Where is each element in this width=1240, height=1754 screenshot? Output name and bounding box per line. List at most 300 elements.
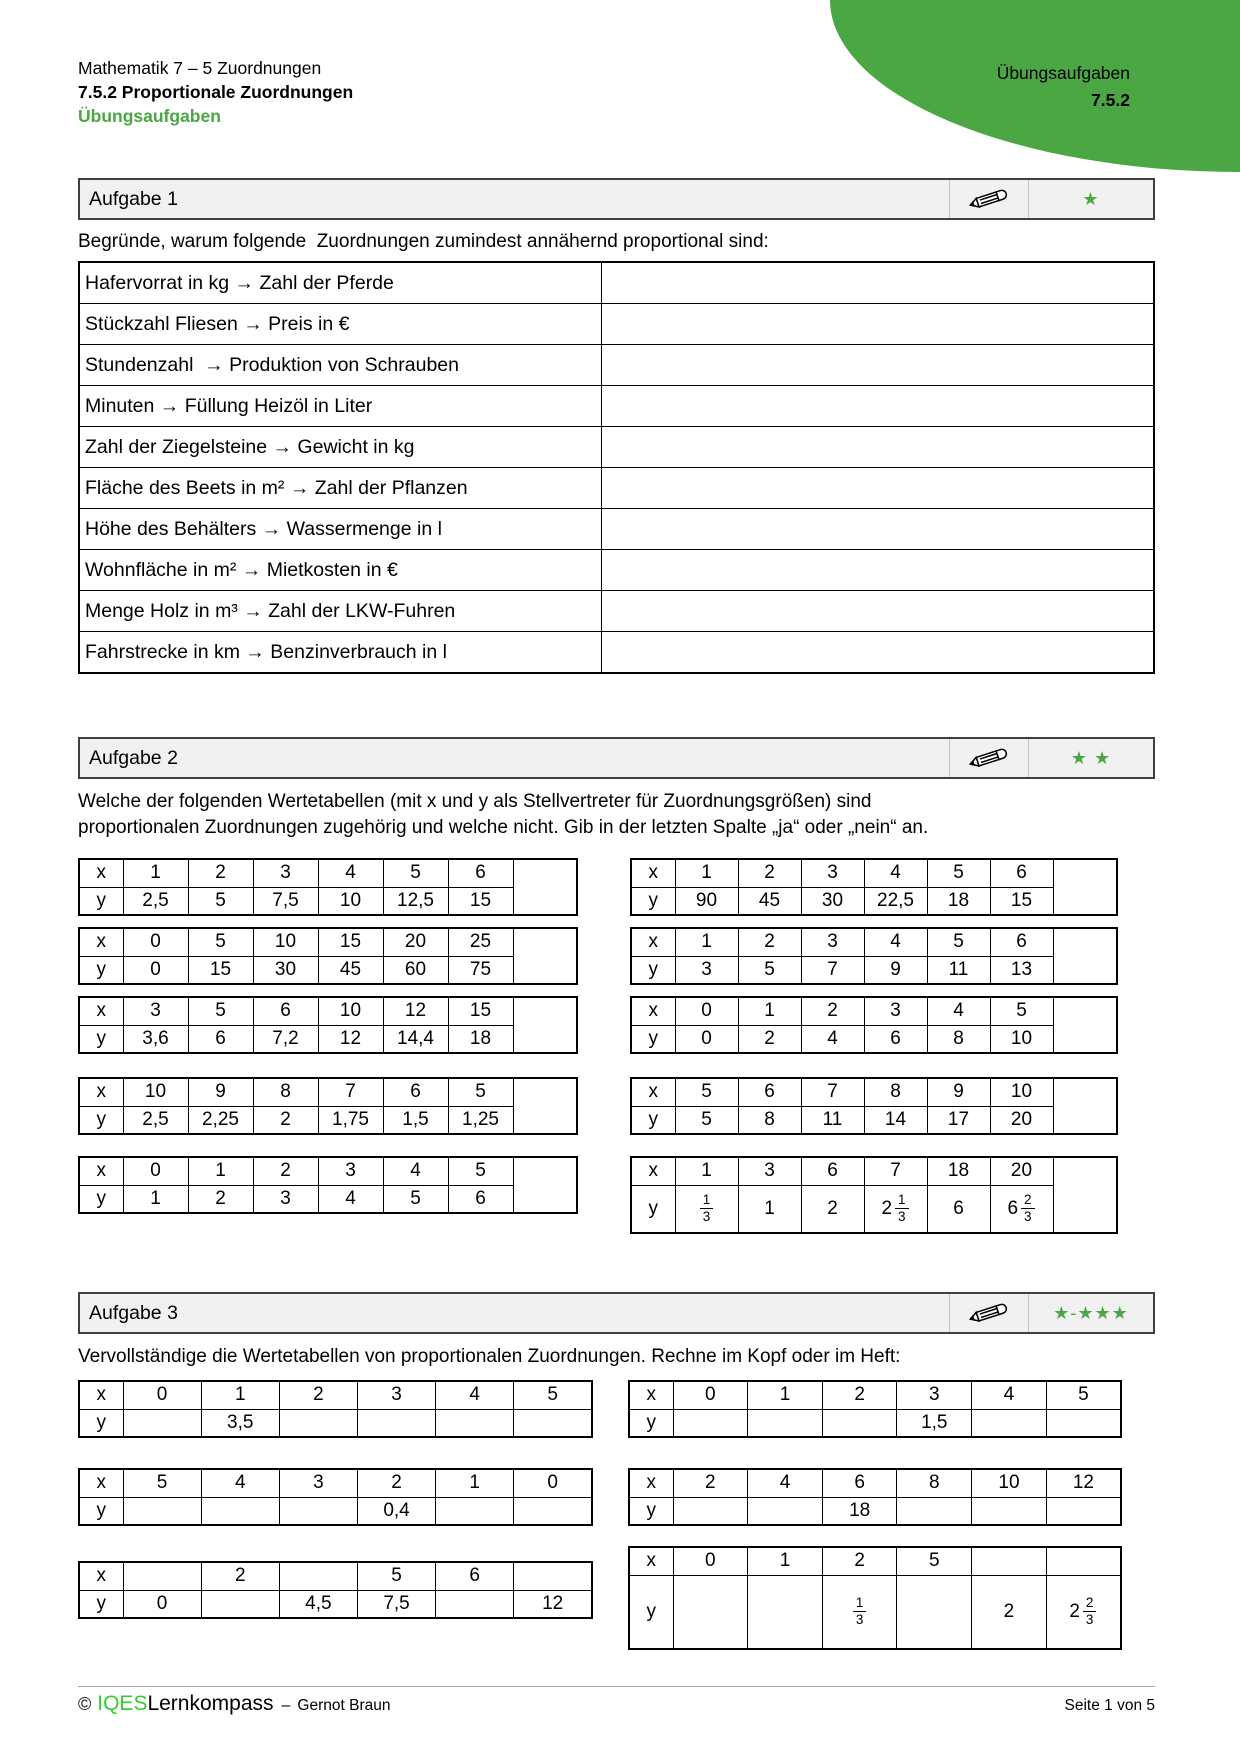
x-value-cell: 4 bbox=[436, 1381, 514, 1409]
y-value-cell: 1,5 bbox=[383, 1106, 448, 1134]
wertetabelle-container bbox=[630, 996, 1118, 1054]
y-value-cell: 22,5 bbox=[864, 887, 927, 915]
assignment-text: Höhe des Behälters → Wassermenge in l bbox=[79, 509, 601, 550]
x-value-cell: 1 bbox=[675, 1157, 738, 1185]
x-value-cell: 3 bbox=[864, 997, 927, 1025]
answer-cell bbox=[601, 427, 1154, 468]
fraction: $\frac{2}{3}$ bbox=[1021, 1192, 1035, 1224]
assignment-text: Stückzahl Fliesen → Preis in € bbox=[79, 304, 601, 345]
task-2-description-line1: Welche der folgenden Wertetabellen (mit x und y als Stellvertreter für Zuordnungsgrößen) sind bbox=[78, 791, 872, 812]
y-value-cell: 2 bbox=[188, 1185, 253, 1213]
y-value-cell: 13 bbox=[990, 956, 1053, 984]
assignment-text: Zahl der Ziegelsteine → Gewicht in kg bbox=[79, 427, 601, 468]
x-value-cell: 5 bbox=[448, 1157, 513, 1185]
x-value-cell: 8 bbox=[253, 1078, 318, 1106]
y-value-cell bbox=[201, 1590, 279, 1618]
answer-cell bbox=[601, 345, 1154, 386]
y-value-cell: 14,4 bbox=[383, 1025, 448, 1053]
assignment-text: Stundenzahl → Produktion von Schrauben bbox=[79, 345, 601, 386]
x-value-cell: 4 bbox=[748, 1469, 823, 1497]
fraction: $\frac{1}{3}$ bbox=[853, 1595, 867, 1627]
y-value-cell bbox=[748, 1575, 823, 1649]
task-2-title: Aufgabe 2 bbox=[89, 746, 178, 769]
brand-iqes: IQES bbox=[97, 1692, 148, 1715]
pencil-cell bbox=[949, 739, 1029, 777]
x-value-cell: 0 bbox=[514, 1469, 592, 1497]
footer-author: Gernot Braun bbox=[297, 1697, 391, 1714]
row-label-x: x bbox=[79, 1469, 123, 1497]
y-value-cell: 6 bbox=[864, 1025, 927, 1053]
y-row bbox=[631, 956, 1117, 984]
x-value-cell: 4 bbox=[864, 859, 927, 887]
wertetabelle bbox=[78, 996, 578, 1054]
x-value-cell: 6 bbox=[801, 1157, 864, 1185]
x-value-cell: 3 bbox=[801, 928, 864, 956]
row-label-x: x bbox=[79, 1157, 123, 1185]
wertetabelle bbox=[78, 1561, 593, 1619]
x-value-cell: 2 bbox=[201, 1562, 279, 1590]
wertetabelle-container bbox=[628, 1380, 1122, 1438]
answer-cell bbox=[1053, 928, 1117, 984]
y-row bbox=[79, 1409, 592, 1437]
x-value-cell: 12 bbox=[383, 997, 448, 1025]
x-value-cell: 1 bbox=[201, 1381, 279, 1409]
x-value-cell: 1 bbox=[436, 1469, 514, 1497]
x-value-cell: 3 bbox=[897, 1381, 972, 1409]
answer-cell bbox=[513, 1157, 577, 1213]
x-row bbox=[629, 1469, 1121, 1497]
y-value-cell: 18 bbox=[927, 887, 990, 915]
y-value-cell: 1 bbox=[738, 1185, 801, 1233]
y-value-cell bbox=[436, 1497, 514, 1525]
x-value-cell: 5 bbox=[448, 1078, 513, 1106]
y-value-cell bbox=[972, 1497, 1047, 1525]
x-value-cell: 2 bbox=[738, 859, 801, 887]
fraction: $\frac{1}{3}$ bbox=[700, 1192, 714, 1224]
x-value-cell: 6 bbox=[822, 1469, 897, 1497]
y-value-cell: 4,5 bbox=[279, 1590, 357, 1618]
whole-number: 6 bbox=[1007, 1197, 1019, 1219]
row-label-y: y bbox=[629, 1409, 673, 1437]
y-value-cell: 4 bbox=[318, 1185, 383, 1213]
row-label-y: y bbox=[79, 1590, 123, 1618]
x-value-cell: 20 bbox=[383, 928, 448, 956]
y-value-cell: 45 bbox=[318, 956, 383, 984]
y-row bbox=[631, 1106, 1117, 1134]
y-value-cell: 8 bbox=[738, 1106, 801, 1134]
row-label-x: x bbox=[631, 928, 675, 956]
wertetabelle-container bbox=[628, 1468, 1122, 1526]
y-value-cell: 7,2 bbox=[253, 1025, 318, 1053]
assignment-text: Fahrstrecke in km → Benzinverbrauch in l bbox=[79, 632, 601, 674]
x-value-cell: 8 bbox=[897, 1469, 972, 1497]
x-value-cell: 3 bbox=[279, 1469, 357, 1497]
y-value-cell bbox=[864, 1185, 927, 1233]
x-value-cell: 4 bbox=[201, 1469, 279, 1497]
y-value-cell bbox=[123, 1497, 201, 1525]
y-value-cell: 3,5 bbox=[201, 1409, 279, 1437]
assignment-row bbox=[79, 304, 1154, 345]
row-label-x: x bbox=[631, 997, 675, 1025]
y-row bbox=[79, 1590, 592, 1618]
y-value-cell: 9 bbox=[864, 956, 927, 984]
wertetabelle bbox=[78, 1156, 578, 1214]
x-value-cell: 1 bbox=[675, 859, 738, 887]
y-value-cell: 75 bbox=[448, 956, 513, 984]
y-value-cell: 90 bbox=[675, 887, 738, 915]
x-value-cell: 5 bbox=[357, 1562, 435, 1590]
y-value-cell bbox=[123, 1409, 201, 1437]
y-value-cell: 1,25 bbox=[448, 1106, 513, 1134]
x-value-cell: 6 bbox=[990, 859, 1053, 887]
x-value-cell: 20 bbox=[990, 1157, 1053, 1185]
assignment-row bbox=[79, 345, 1154, 386]
assignment-row bbox=[79, 509, 1154, 550]
answer-cell bbox=[601, 550, 1154, 591]
x-value-cell: 5 bbox=[188, 928, 253, 956]
assignment-row bbox=[79, 550, 1154, 591]
y-value-cell bbox=[436, 1409, 514, 1437]
x-row bbox=[629, 1547, 1121, 1575]
x-value-cell: 9 bbox=[927, 1078, 990, 1106]
y-value-cell: 0 bbox=[123, 1590, 201, 1618]
wertetabelle bbox=[78, 1380, 593, 1438]
x-value-cell: 4 bbox=[864, 928, 927, 956]
y-value-cell: 2,5 bbox=[123, 1106, 188, 1134]
wertetabelle bbox=[630, 858, 1118, 916]
answer-cell bbox=[1053, 997, 1117, 1053]
x-value-cell: 2 bbox=[801, 997, 864, 1025]
x-row bbox=[79, 1562, 592, 1590]
x-value-cell: 5 bbox=[383, 859, 448, 887]
pencil-icon bbox=[967, 1300, 1011, 1326]
x-value-cell: 0 bbox=[675, 997, 738, 1025]
whole-number: 2 bbox=[881, 1197, 893, 1219]
y-value-cell: 45 bbox=[738, 887, 801, 915]
y-value-cell bbox=[673, 1409, 748, 1437]
x-value-cell: 0 bbox=[673, 1381, 748, 1409]
y-value-cell: 0 bbox=[123, 956, 188, 984]
task-1-title: Aufgabe 1 bbox=[89, 187, 178, 210]
task-1-table bbox=[78, 261, 1155, 674]
y-value-cell bbox=[822, 1409, 897, 1437]
answer-cell bbox=[513, 859, 577, 915]
copyright-icon: © bbox=[78, 1694, 92, 1714]
y-value-cell: 0 bbox=[675, 1025, 738, 1053]
footer-divider bbox=[78, 1686, 1155, 1687]
footer-separator: – bbox=[281, 1697, 291, 1714]
y-value-cell: 10 bbox=[318, 887, 383, 915]
x-value-cell: 6 bbox=[383, 1078, 448, 1106]
x-row bbox=[79, 1157, 577, 1185]
chapter-title: 7.5.2 Proportionale Zuordnungen bbox=[78, 82, 354, 102]
task-2-header bbox=[78, 737, 1155, 779]
y-value-cell bbox=[972, 1409, 1047, 1437]
x-value-cell: 5 bbox=[123, 1469, 201, 1497]
y-value-cell bbox=[748, 1497, 823, 1525]
y-value-cell bbox=[673, 1575, 748, 1649]
y-value-cell: 5 bbox=[738, 956, 801, 984]
y-value-cell: 18 bbox=[822, 1497, 897, 1525]
wertetabelle bbox=[630, 996, 1118, 1054]
x-value-cell: 6 bbox=[990, 928, 1053, 956]
x-value-cell: 5 bbox=[927, 928, 990, 956]
row-label-x: x bbox=[631, 859, 675, 887]
row-label-y: y bbox=[631, 1106, 675, 1134]
y-row bbox=[79, 1025, 577, 1053]
course-title: Mathematik 7 – 5 Zuordnungen bbox=[78, 58, 322, 78]
pencil-cell bbox=[949, 180, 1029, 218]
row-label-x: x bbox=[79, 997, 123, 1025]
x-value-cell: 5 bbox=[990, 997, 1053, 1025]
wertetabelle bbox=[78, 858, 578, 916]
y-row bbox=[79, 956, 577, 984]
y-value-cell: 8 bbox=[927, 1025, 990, 1053]
y-value-cell: 14 bbox=[864, 1106, 927, 1134]
y-value-cell bbox=[514, 1409, 592, 1437]
difficulty-stars: ★-★★★ bbox=[1053, 1302, 1129, 1323]
wertetabelle bbox=[628, 1546, 1122, 1650]
row-label-y: y bbox=[79, 1185, 123, 1213]
x-row bbox=[631, 997, 1117, 1025]
wertetabelle-container bbox=[78, 1468, 593, 1526]
x-value-cell: 1 bbox=[675, 928, 738, 956]
y-row bbox=[79, 1497, 592, 1525]
y-value-cell: 15 bbox=[188, 956, 253, 984]
y-value-cell: 2 bbox=[738, 1025, 801, 1053]
x-row bbox=[629, 1381, 1121, 1409]
answer-cell bbox=[513, 928, 577, 984]
row-label-y: y bbox=[79, 1025, 123, 1053]
x-value-cell: 5 bbox=[927, 859, 990, 887]
y-value-cell bbox=[201, 1497, 279, 1525]
x-value-cell: 10 bbox=[972, 1469, 1047, 1497]
row-label-x: x bbox=[79, 1381, 123, 1409]
y-value-cell: 3 bbox=[675, 956, 738, 984]
fraction: $\frac{1}{3}$ bbox=[895, 1192, 909, 1224]
x-value-cell: 12 bbox=[1046, 1469, 1121, 1497]
difficulty-stars: ★ bbox=[1082, 188, 1100, 209]
corner-subtitle: Übungsaufgaben bbox=[996, 63, 1130, 83]
x-value-cell: 5 bbox=[1046, 1381, 1121, 1409]
brand-lernkompass: Lernkompass bbox=[147, 1692, 274, 1715]
x-value-cell bbox=[972, 1547, 1047, 1575]
row-label-y: y bbox=[79, 887, 123, 915]
y-value-cell: 12,5 bbox=[383, 887, 448, 915]
y-value-cell bbox=[897, 1575, 972, 1649]
answer-cell bbox=[513, 1078, 577, 1134]
x-value-cell: 0 bbox=[123, 928, 188, 956]
x-value-cell: 1 bbox=[748, 1381, 823, 1409]
row-label-x: x bbox=[79, 1078, 123, 1106]
x-value-cell: 2 bbox=[822, 1547, 897, 1575]
x-value-cell: 5 bbox=[897, 1547, 972, 1575]
x-value-cell: 10 bbox=[253, 928, 318, 956]
row-label-x: x bbox=[79, 928, 123, 956]
wertetabelle-container bbox=[630, 858, 1118, 916]
wertetabelle-container bbox=[630, 1077, 1118, 1135]
y-value-cell bbox=[673, 1497, 748, 1525]
y-value-cell bbox=[822, 1575, 897, 1649]
x-value-cell: 15 bbox=[318, 928, 383, 956]
row-label-x: x bbox=[631, 1157, 675, 1185]
row-label-y: y bbox=[631, 887, 675, 915]
row-label-y: y bbox=[629, 1497, 673, 1525]
wertetabelle bbox=[628, 1468, 1122, 1526]
y-value-cell: 30 bbox=[801, 887, 864, 915]
y-row bbox=[631, 1025, 1117, 1053]
x-row bbox=[79, 928, 577, 956]
x-row bbox=[631, 1157, 1117, 1185]
assignment-row bbox=[79, 468, 1154, 509]
answer-cell bbox=[601, 509, 1154, 550]
y-value-cell bbox=[1046, 1497, 1121, 1525]
x-value-cell bbox=[514, 1562, 592, 1590]
assignment-row bbox=[79, 427, 1154, 468]
x-value-cell: 7 bbox=[318, 1078, 383, 1106]
y-row bbox=[629, 1575, 1121, 1649]
task-3-title: Aufgabe 3 bbox=[89, 1301, 178, 1324]
assignment-row bbox=[79, 632, 1154, 674]
x-row bbox=[79, 1469, 592, 1497]
task-2-table-row-3 bbox=[78, 996, 1155, 1054]
answer-cell bbox=[601, 262, 1154, 304]
x-value-cell: 1 bbox=[188, 1157, 253, 1185]
pencil-icon bbox=[967, 745, 1011, 771]
answer-cell bbox=[601, 632, 1154, 674]
row-label-y: y bbox=[79, 956, 123, 984]
x-value-cell: 6 bbox=[448, 859, 513, 887]
x-value-cell: 5 bbox=[675, 1078, 738, 1106]
task-3-table-row-1 bbox=[78, 1380, 1155, 1438]
x-value-cell: 3 bbox=[738, 1157, 801, 1185]
document-header bbox=[78, 56, 353, 128]
assignment-text: Wohnfläche in m² → Mietkosten in € bbox=[79, 550, 601, 591]
y-value-cell: 2,25 bbox=[188, 1106, 253, 1134]
x-value-cell: 6 bbox=[436, 1562, 514, 1590]
y-value-cell bbox=[279, 1497, 357, 1525]
whole-number: 2 bbox=[1069, 1600, 1080, 1622]
x-value-cell: 6 bbox=[253, 997, 318, 1025]
row-label-y: y bbox=[631, 1185, 675, 1233]
assignment-text: Minuten → Füllung Heizöl in Liter bbox=[79, 386, 601, 427]
answer-cell bbox=[1053, 1157, 1117, 1233]
y-value-cell: 4 bbox=[801, 1025, 864, 1053]
task-3-table-row-3 bbox=[78, 1546, 1155, 1650]
x-value-cell: 3 bbox=[253, 859, 318, 887]
wertetabelle-container bbox=[78, 1561, 593, 1619]
x-row bbox=[79, 1381, 592, 1409]
task-2-table-row-1 bbox=[78, 858, 1155, 916]
fraction: $\frac{2}{3}$ bbox=[1083, 1595, 1097, 1627]
pencil-cell bbox=[949, 1294, 1029, 1332]
wertetabelle-container bbox=[78, 927, 578, 985]
y-value-cell: 0,4 bbox=[357, 1497, 435, 1525]
y-value-cell bbox=[675, 1185, 738, 1233]
x-value-cell: 7 bbox=[864, 1157, 927, 1185]
x-value-cell: 3 bbox=[318, 1157, 383, 1185]
row-label-y: y bbox=[79, 1106, 123, 1134]
task-2-table-row-4 bbox=[78, 1077, 1155, 1135]
y-value-cell: 3 bbox=[253, 1185, 318, 1213]
wertetabelle-container bbox=[630, 1156, 1118, 1234]
x-value-cell: 1 bbox=[123, 859, 188, 887]
y-value-cell: 5 bbox=[383, 1185, 448, 1213]
x-row bbox=[631, 1078, 1117, 1106]
y-value-cell bbox=[514, 1497, 592, 1525]
x-value-cell: 2 bbox=[673, 1469, 748, 1497]
wertetabelle-container bbox=[628, 1546, 1122, 1650]
y-value-cell: 17 bbox=[927, 1106, 990, 1134]
y-value-cell: 12 bbox=[318, 1025, 383, 1053]
y-value-cell: 7 bbox=[801, 956, 864, 984]
x-value-cell bbox=[1046, 1547, 1121, 1575]
task-2-table-row-5 bbox=[78, 1156, 1155, 1234]
x-value-cell: 8 bbox=[864, 1078, 927, 1106]
y-value-cell: 6 bbox=[927, 1185, 990, 1233]
y-row bbox=[79, 1185, 577, 1213]
y-value-cell: 2,5 bbox=[123, 887, 188, 915]
task-3-header bbox=[78, 1292, 1155, 1334]
x-value-cell: 10 bbox=[990, 1078, 1053, 1106]
assignment-text: Fläche des Beets in m² → Zahl der Pflanzen bbox=[79, 468, 601, 509]
x-row bbox=[79, 997, 577, 1025]
y-value-cell: 6 bbox=[188, 1025, 253, 1053]
wertetabelle-container bbox=[78, 1380, 593, 1438]
y-row bbox=[629, 1497, 1121, 1525]
y-value-cell: 15 bbox=[990, 887, 1053, 915]
x-row bbox=[631, 859, 1117, 887]
y-row bbox=[629, 1409, 1121, 1437]
row-label-y: y bbox=[629, 1575, 673, 1649]
y-row bbox=[79, 887, 577, 915]
row-label-y: y bbox=[631, 1025, 675, 1053]
y-value-cell: 1,75 bbox=[318, 1106, 383, 1134]
row-label-x: x bbox=[79, 859, 123, 887]
x-value-cell: 2 bbox=[357, 1469, 435, 1497]
assignment-text: Menge Holz in m³ → Zahl der LKW-Fuhren bbox=[79, 591, 601, 632]
x-row bbox=[79, 859, 577, 887]
x-value-cell bbox=[123, 1562, 201, 1590]
row-label-x: x bbox=[629, 1547, 673, 1575]
y-value-cell: 6 bbox=[448, 1185, 513, 1213]
row-label-x: x bbox=[629, 1381, 673, 1409]
row-label-y: y bbox=[79, 1409, 123, 1437]
wertetabelle-container bbox=[78, 858, 578, 916]
answer-cell bbox=[1053, 1078, 1117, 1134]
x-value-cell: 2 bbox=[188, 859, 253, 887]
y-value-cell: 5 bbox=[188, 887, 253, 915]
task-1-description: Begründe, warum folgende Zuordnungen zumindest annähernd proportional sind: bbox=[78, 231, 769, 252]
wertetabelle-container bbox=[630, 927, 1118, 985]
x-value-cell: 1 bbox=[748, 1547, 823, 1575]
corner-chapter-number: 7.5.2 bbox=[1091, 90, 1130, 110]
wertetabelle bbox=[630, 1077, 1118, 1135]
x-value-cell: 1 bbox=[738, 997, 801, 1025]
x-value-cell: 0 bbox=[123, 1381, 201, 1409]
y-value-cell: 7,5 bbox=[357, 1590, 435, 1618]
answer-cell bbox=[1053, 859, 1117, 915]
x-value-cell: 6 bbox=[738, 1078, 801, 1106]
x-value-cell: 0 bbox=[673, 1547, 748, 1575]
y-value-cell bbox=[279, 1409, 357, 1437]
x-value-cell: 4 bbox=[383, 1157, 448, 1185]
x-value-cell: 15 bbox=[448, 997, 513, 1025]
footer bbox=[78, 1692, 390, 1716]
row-label-x: x bbox=[79, 1562, 123, 1590]
wertetabelle bbox=[628, 1380, 1122, 1438]
corner-header bbox=[997, 60, 1130, 114]
